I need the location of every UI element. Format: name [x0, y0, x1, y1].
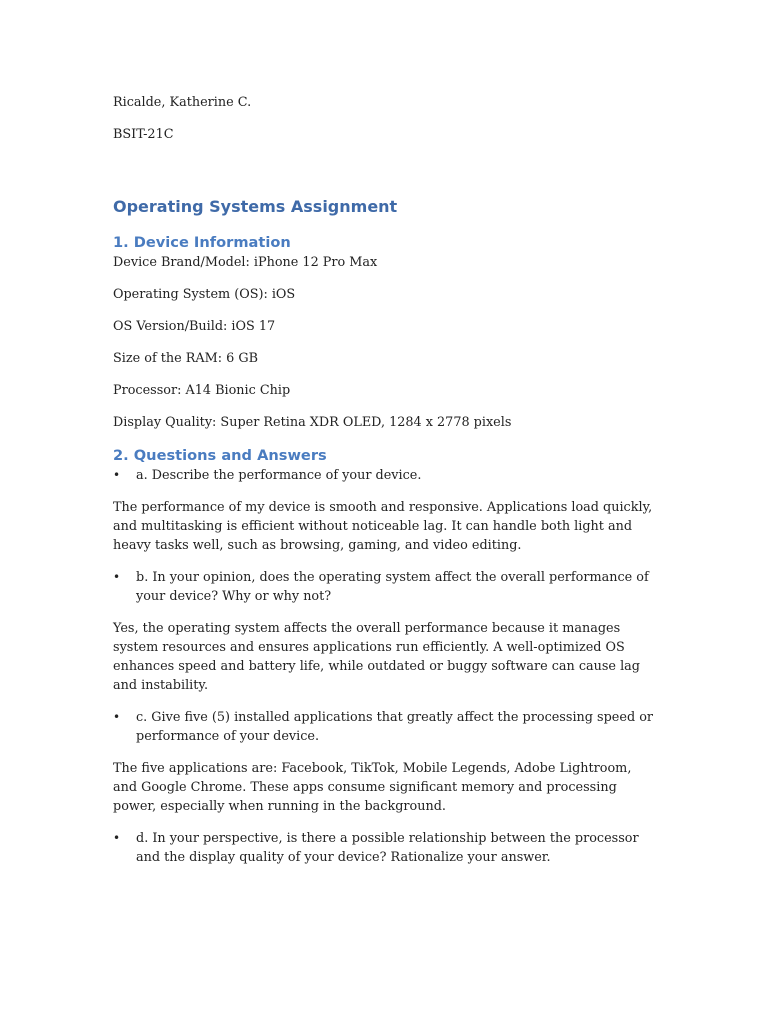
answer-a: The performance of my device is smooth and responsive. Applications load quickly, and multitasking is efficient without noticeable lag. It can handle both light and heavy tasks well, such as browsing, gaming, and video editing. — [113, 500, 653, 553]
document-title: Operating Systems Assignment — [113, 197, 398, 216]
question-a — [113, 466, 658, 485]
bullet-icon: • — [113, 468, 121, 482]
student-name: Ricalde, Katherine C. — [113, 95, 252, 110]
document-body — [113, 93, 658, 880]
device-display: Display Quality: Super Retina XDR OLED, 1284 x 2778 pixels — [113, 415, 512, 430]
question-c — [113, 708, 658, 746]
question-a-text: a. Describe the performance of your device. — [136, 468, 422, 483]
qa-heading: 2. Questions and Answers — [113, 447, 327, 464]
question-c-text: c. Give five (5) installed applications that greatly affect the processing speed or performance of your device. — [136, 710, 654, 744]
bullet-icon: • — [113, 570, 121, 584]
device-info-heading: 1. Device Information — [113, 234, 291, 251]
question-d — [113, 829, 658, 867]
answer-c: The five applications are: Facebook, TikTok, Mobile Legends, Adobe Lightroom, and Google Chrome. These apps consume significant memory and processing power, especially when running in the background. — [113, 761, 632, 814]
answer-b: Yes, the operating system affects the overall performance because it manages system resources and ensures applications run efficiently. A well-optimized OS enhances speed and battery life, while outdated or buggy software can cause lag and instability. — [113, 621, 640, 693]
device-ram: Size of the RAM: 6 GB — [113, 351, 258, 366]
question-b-text: b. In your opinion, does the operating system affect the overall performance of your device? Why or why not? — [136, 570, 649, 604]
bullet-icon: • — [113, 710, 121, 724]
device-processor: Processor: A14 Bionic Chip — [113, 383, 291, 398]
question-d-text: d. In your perspective, is there a possible relationship between the processor and the display quality of your device? Rationalize your answer. — [136, 831, 639, 865]
bullet-icon: • — [113, 831, 121, 845]
device-brand-model: Device Brand/Model: iPhone 12 Pro Max — [113, 255, 378, 270]
device-os: Operating System (OS): iOS — [113, 287, 296, 302]
student-section: BSIT-21C — [113, 127, 174, 142]
question-b — [113, 568, 658, 606]
device-os-version: OS Version/Build: iOS 17 — [113, 319, 276, 334]
